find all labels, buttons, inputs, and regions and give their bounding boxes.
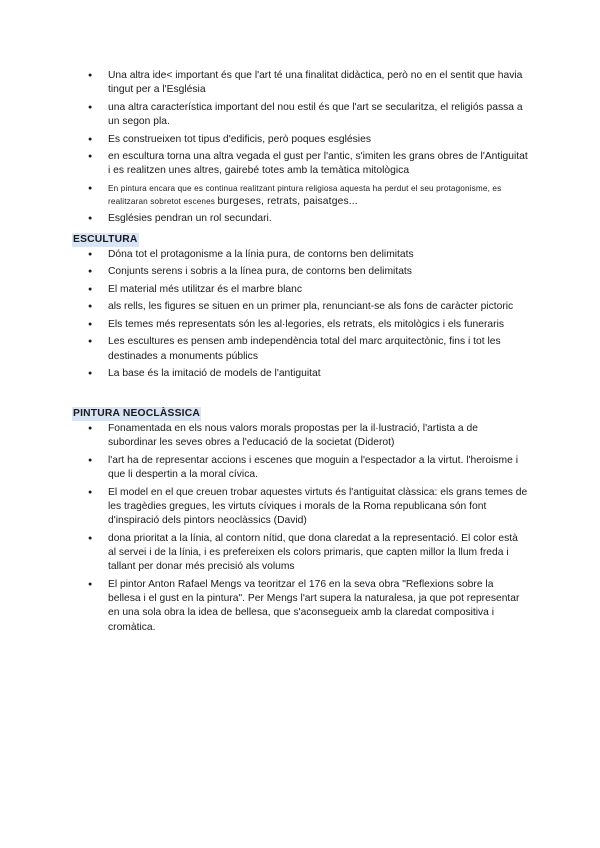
list-item: ● La base és la imitació de models de l'antiguitat bbox=[88, 367, 528, 381]
section-heading-pintura: PINTURA NEOCLÀSSICA bbox=[73, 408, 200, 419]
list-item: ● en escultura torna una altra vegada el gust per l'antic, s'imiten les grans obres de l'Antiguitat i es realitzen unes altres, gairebé totes amb la temàtica mitològica bbox=[88, 150, 528, 179]
list-item: ● Una altra ide< important és que l'art té una finalitat didàctica, però no en el sentit que havia tingut per a l'Església bbox=[88, 69, 528, 98]
list-item bbox=[88, 182, 528, 209]
list-item: ● als rells, les figures se situen en un primer pla, renunciant-se als fons de caràcter pictoric bbox=[88, 300, 528, 314]
list-item: ● Les escultures es pensen amb independència total del marc arquitectònic, fins i tot les destinades a monuments públics bbox=[88, 335, 528, 364]
intro-list bbox=[88, 69, 528, 230]
list-item: ● l'art ha de representar accions i escenes que moguin a l'espectador a la virtut. l'heroisme i que li despertin a la moral cívica. bbox=[88, 454, 528, 483]
list-item: ● Els temes més representats són les al·legories, els retrats, els mitològics i els funeraris bbox=[88, 318, 528, 332]
pintura-list bbox=[88, 422, 528, 638]
list-item: ● una altra característica important del nou estil és que l'art se secularitza, el religiós passa a un segon pla. bbox=[88, 101, 528, 130]
list-item: ● Es construeixen tot tipus d'edificis, però poques esglésies bbox=[88, 133, 528, 147]
list-item: ● Esglésies pendran un rol secundari. bbox=[88, 212, 528, 226]
escultura-list bbox=[88, 248, 528, 385]
list-item: ● El model en el que creuen trobar aquestes virtuts és l'antiguitat clàssica: els grans temes de les tragèdies gregues, les virtuts cíviques i morals de la Roma republicana són font d'inspiració dels pintors neoclàssics (David) bbox=[88, 486, 528, 529]
normal-text: burgeses, retrats, paisatges... bbox=[217, 196, 358, 208]
small-text: En pintura encara que es continua realitzant pintura religiosa aquesta ha perdut el seu protagonisme, es realitzaran sobretot escenes bbox=[108, 183, 502, 207]
section-heading-escultura: ESCULTURA bbox=[73, 234, 138, 245]
list-item: ● Fonamentada en els nous valors morals propostas per la il·lustració, l'artista a de subordinar les seves obres a l'educació de la societat (Diderot) bbox=[88, 422, 528, 451]
list-item: ● Dóna tot el protagonisme a la línia pura, de contorns ben delimitats bbox=[88, 248, 528, 262]
list-item: ● dona prioritat a la línia, al contorn nítid, que dona claredat a la representació. El color està al servei i de la línia, i es prefereixen els colors primaris, que capten millor la llum freda i tallant per donar més precisió als volums bbox=[88, 532, 528, 575]
list-item: ● El material més utilitzar és el marbre blanc bbox=[88, 283, 528, 297]
list-item: ● Conjunts serens i sobris a la línea pura, de contorns ben delimitats bbox=[88, 265, 528, 279]
list-item: ● El pintor Anton Rafael Mengs va teoritzar el 176 en la seva obra "Reflexions sobre la bellesa i el gust en la pintura". Per Mengs l'art supera la naturalesa, ja que pot representar en una sola obra la idea de bellesa, que s'aconsegueix amb la claredat compositiva i cromàtica. bbox=[88, 578, 528, 635]
